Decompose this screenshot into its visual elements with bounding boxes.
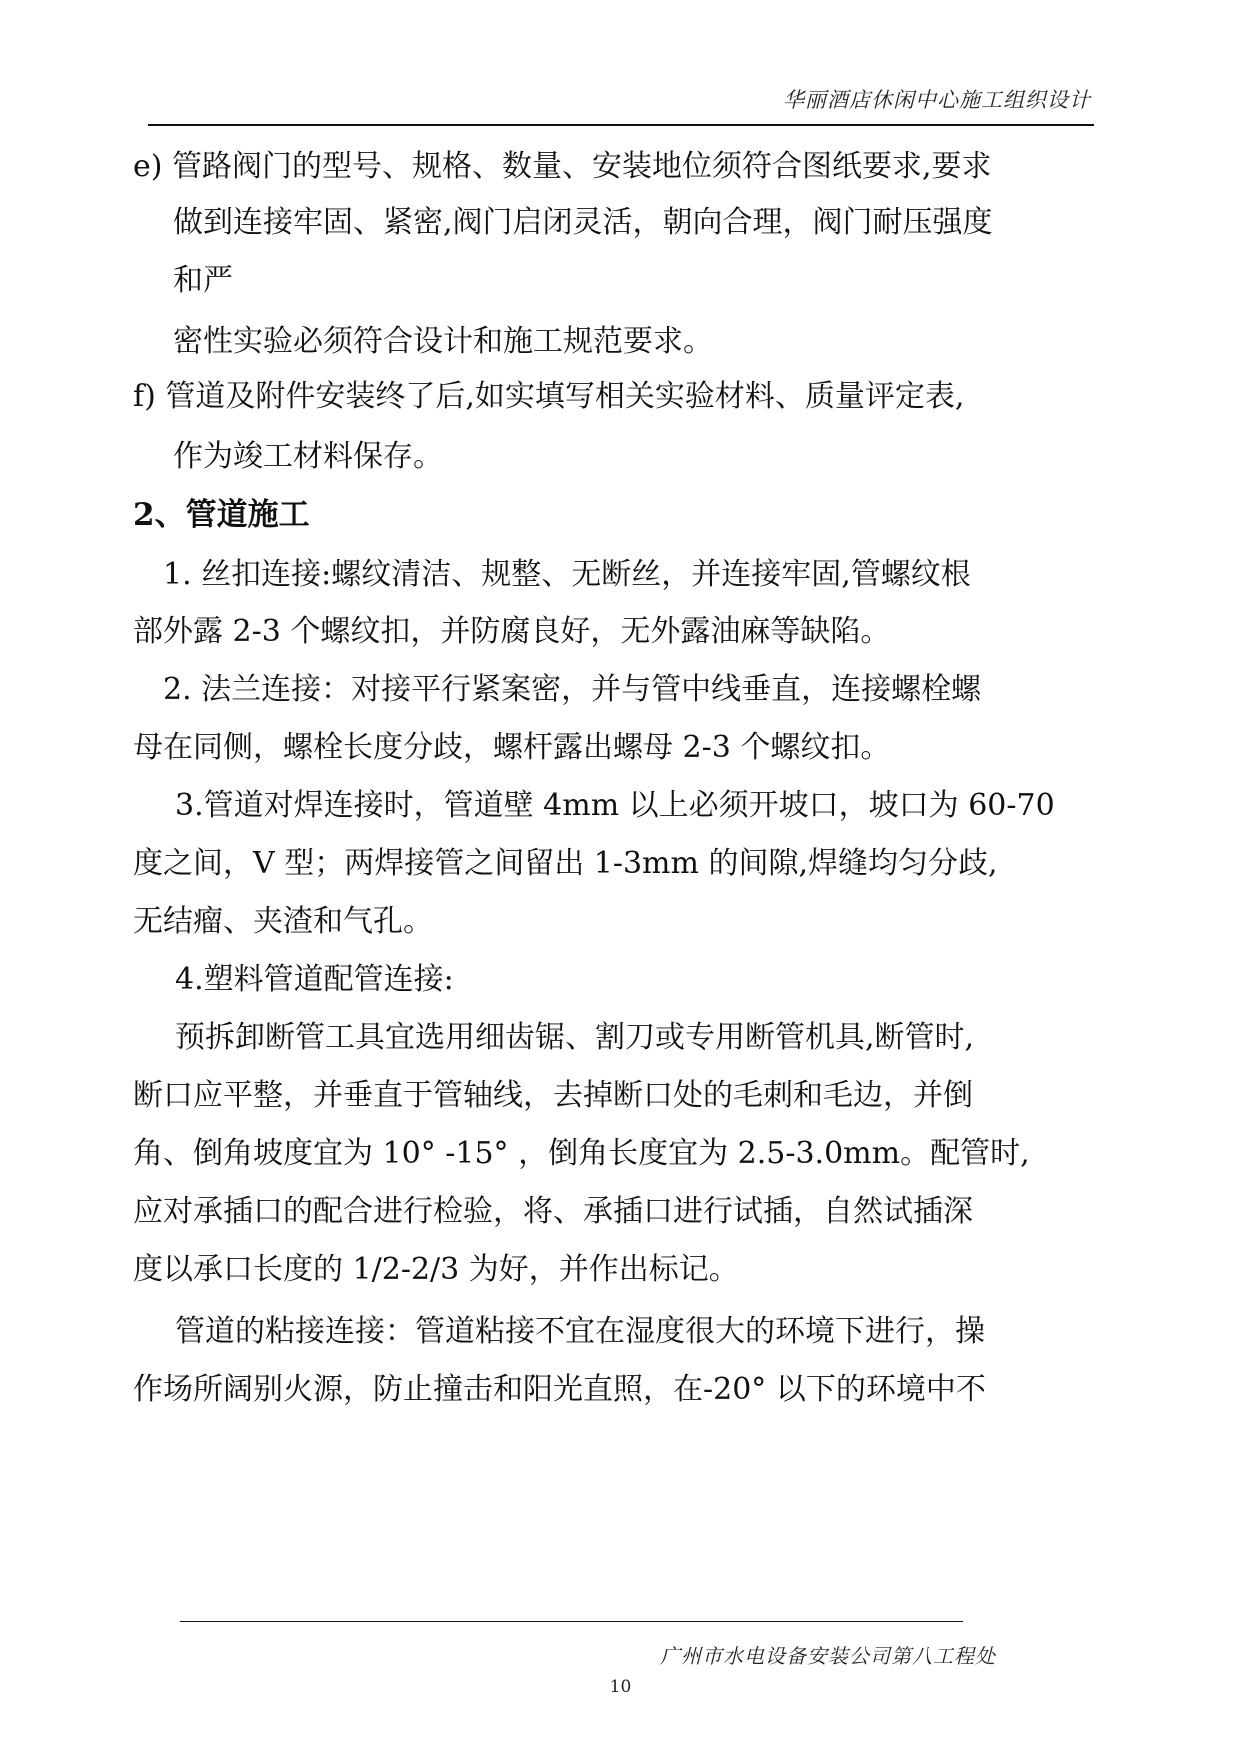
body-line: 管道的粘接连接：管道粘接不宜在湿度很大的环境下进行，操 (175, 1314, 985, 1349)
header-divider (148, 124, 1094, 126)
body-line: 度之间，V 型；两焊接管之间留出 1-3mm 的间隙,焊缝均匀分歧, (133, 846, 998, 881)
footer-divider (180, 1621, 963, 1622)
body-line: 断口应平整，并垂直于管轴线，去掉断口处的毛刺和毛边，并倒 (133, 1078, 973, 1113)
body-line: 1. 丝扣连接:螺纹清洁、规整、无断丝，并连接牢固,管螺纹根 (163, 557, 971, 592)
body-line: 应对承插口的配合进行检验，将、承插口进行试插，自然试插深 (133, 1194, 973, 1229)
body-line: 作场所阔别火源，防止撞击和阳光直照，在-20° 以下的环境中不 (133, 1372, 986, 1407)
body-line: 密性实验必须符合设计和施工规范要求。 (173, 324, 713, 359)
page-number: 10 (609, 1677, 632, 1697)
footer-organization: 广州市水电设备安装公司第八工程处 (660, 1644, 996, 1668)
body-line: 部外露 2-3 个螺纹扣，并防腐良好，无外露油麻等缺陷。 (133, 614, 891, 649)
body-line: 3.管道对焊连接时，管道壁 4mm 以上必须开坡口，坡口为 60-70 (175, 788, 1055, 823)
body-line: 做到连接牢固、紧密,阀门启闭灵活，朝向合理，阀门耐压强度 (173, 205, 993, 240)
section-heading: 2、管道施工 (133, 497, 310, 533)
body-line: 预拆卸断管工具宜选用细齿锯、割刀或专用断管机具,断管时, (175, 1020, 975, 1055)
body-line: f) 管道及附件安装终了后,如实填写相关实验材料、质量评定表, (133, 379, 965, 414)
body-line: 母在同侧，螺栓长度分歧，螺杆露出螺母 2-3 个螺纹扣。 (133, 730, 891, 765)
body-line: 和严 (173, 263, 233, 298)
body-line: 4.塑料管道配管连接: (175, 962, 454, 997)
body-line: 作为竣工材料保存。 (173, 439, 443, 474)
body-line: 无结瘤、夹渣和气孔。 (133, 904, 433, 939)
body-line: 度以承口长度的 1/2-2/3 为好，并作出标记。 (133, 1252, 739, 1287)
body-line: 2. 法兰连接：对接平行紧案密，并与管中线垂直，连接螺栓螺 (163, 672, 982, 707)
body-line: e) 管路阀门的型号、规格、数量、安装地位须符合图纸要求,要求 (133, 149, 992, 184)
body-line: 角、倒角坡度宜为 10° -15° ，倒角长度宜为 2.5-3.0mm。配管时, (133, 1136, 1030, 1171)
document-title: 华丽酒店休闲中心施工组织设计 (783, 88, 1091, 112)
